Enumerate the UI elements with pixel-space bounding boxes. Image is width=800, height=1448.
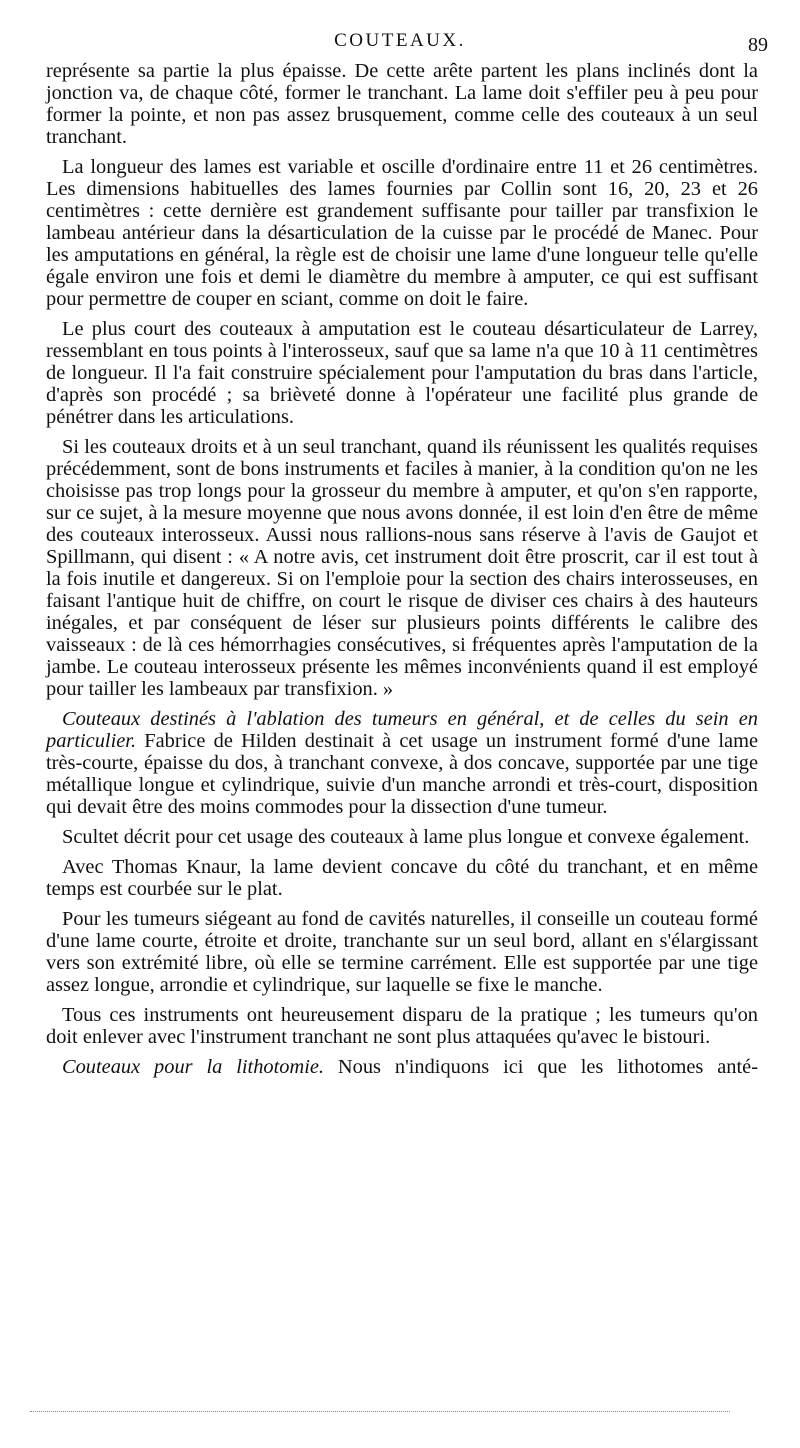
paragraph-text: La longueur des lames est variable et oscille d'ordinaire entre 11 et 26 centimètres. Les dimensions habituelles des lames fournies par Collin sont 16, 20, 23 et 26 centimètres : cette dernière est grandement suffisante pour tailler par transfixion le lambeau antérieur dans la désarticulation de la cuisse par le procédé de Manec. Pour les amputations en général, la règle est de choisir une lame d'une longueur telle qu'elle égale environ une fois et demi le diamètre du membre à amputer, ce qui est suffisant pour permettre de couper en sciant, comme on doit le faire. [46, 156, 758, 310]
paragraph [46, 1004, 758, 1048]
paragraph [46, 318, 758, 428]
page-number: 89 [748, 34, 768, 56]
paragraph-text: Tous ces instruments ont heureusement disparu de la pratique ; les tumeurs qu'on doit enlever avec l'instrument tranchant ne sont plus attaquées qu'avec le bistouri. [46, 1004, 758, 1048]
paragraph-text: Nous n'indiquons ici que les lithotomes anté- [324, 1056, 759, 1078]
body-text [46, 60, 758, 1086]
paragraph [46, 1056, 758, 1078]
paragraph-text: représente sa partie la plus épaisse. De cette arête partent les plans inclinés dont la jonction va, de chaque côté, former le tranchant. La lame doit s'effiler peu à peu pour former la pointe, et non pas assez brusquement, comme celle des couteaux à un seul tranchant. [46, 60, 758, 148]
paragraph-text: Avec Thomas Knaur, la lame devient concave du côté du tranchant, et en même temps est courbée sur le plat. [46, 856, 758, 900]
paragraph [46, 708, 758, 818]
paragraph-text: Scultet décrit pour cet usage des couteaux à lame plus longue et convexe également. [62, 826, 750, 848]
paragraph [46, 826, 758, 848]
paragraph [46, 856, 758, 900]
running-title: COUTEAUX. [334, 30, 466, 51]
paragraph [46, 156, 758, 310]
paragraph-text: Pour les tumeurs siégeant au fond de cavités naturelles, il conseille un couteau formé d'une lame courte, étroite et droite, tranchante sur un seul bord, allant en s'élargissant vers son extrémité libre, où elle se termine carrément. Elle est supportée par une tige assez longue, arrondie et cylindrique, sur laquelle se fixe le manche. [46, 908, 758, 996]
page-header [0, 30, 800, 60]
paragraph [46, 436, 758, 700]
paragraph-text: Si les couteaux droits et à un seul tranchant, quand ils réunissent les qualités requises précédemment, sont de bons instruments et faciles à manier, à la condition qu'on ne les choisisse pas trop longs pour la grosseur du membre à amputer, et qu'on s'en rapporte, sur ce sujet, à la mesure moyenne que nous avons donnée, il est loin d'en être de même des couteaux interosseux. Aussi nous rallions-nous sans réserve à l'avis de Gaujot et Spillmann, qui disent : « A notre avis, cet instrument doit être proscrit, car il est tout à la fois inutile et dangereux. Si on l'emploie pour la section des chairs interosseuses, en faisant l'antique huit de chiffre, on court le risque de diviser ces chairs à des hauteurs inégales, et par conséquent de léser sur plusieurs points différents le calibre des vaisseaux : de là ces hémorrhagies consécutives, si fréquentes après l'amputation de la jambe. Le couteau interosseux présente les mêmes inconvénients quand il est employé pour tailler les lambeaux par transfixion. » [46, 436, 758, 700]
paragraph-text: Fabrice de Hilden destinait à cet usage un instrument formé d'une lame très-courte, épaisse du dos, à tranchant convexe, à dos concave, supportée par une tige métallique longue et cylindrique, suivie d'un manche arrondi et très-court, disposition qui devait être des moins commodes pour la dissection d'une tumeur. [46, 730, 758, 818]
paragraph [46, 908, 758, 996]
paragraph-text: Le plus court des couteaux à amputation est le couteau désarticulateur de Larrey, ressemblant en tous points à l'interosseux, sauf que sa lame n'a que 10 à 11 centimètres de longueur. Il l'a fait construire spécialement pour l'amputation du bras dans l'article, d'après son procédé ; sa brièveté donne à l'opérateur une facilité plus grande de pénétrer dans les articulations. [46, 318, 758, 428]
footer-dotted-rule [30, 1411, 730, 1412]
section-heading-italic: Couteaux pour la lithotomie. [62, 1056, 325, 1078]
paragraph [46, 60, 758, 148]
section-heading-italic: Couteaux destinés à l'ablation des tumeurs en général, et de celles du sein en particulier. [46, 708, 758, 752]
